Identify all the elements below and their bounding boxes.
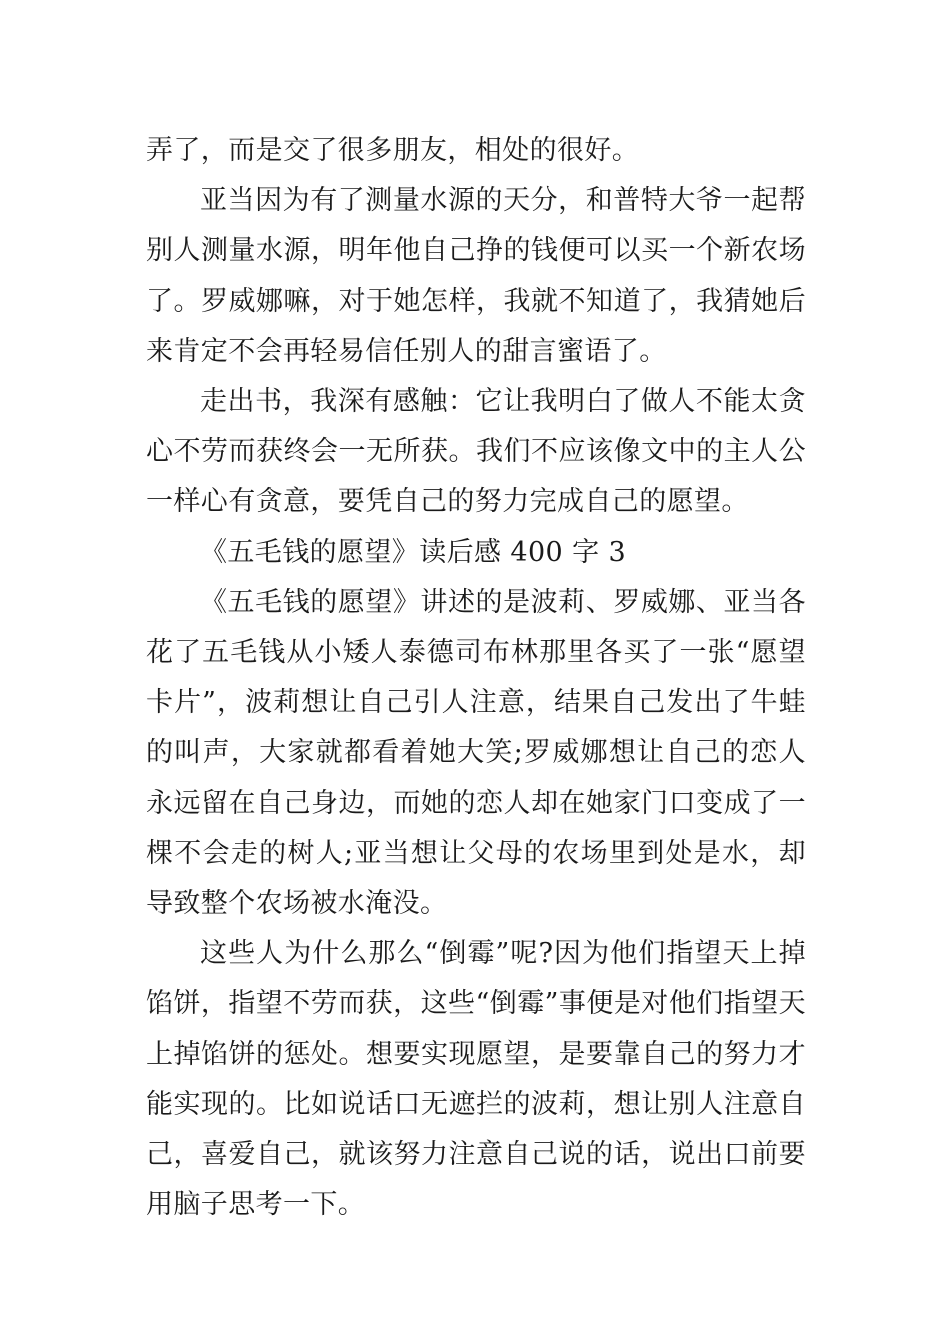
paragraph-summary: 《五毛钱的愿望》讲述的是波莉、罗威娜、亚当各花了五毛钱从小矮人泰德司布林那里各买了一张“愿望卡片”，波莉想让自己引人注意，结果自己发出了牛蛙的叫声，大家就都看着她大笑;罗威娜想让自己的恋人永远留在自己身边，而她的恋人却在她家门口变成了一棵不会走的树人;亚当想让父母的农场里到处是水，却导致整个农场被水淹没。 — [146, 586, 806, 920]
paragraph-continuation: 弄了，而是交了很多朋友，相处的很好。 — [146, 135, 640, 166]
paragraph-reflection: 走出书，我深有感触：它让我明白了做人不能太贪心不劳而获终会一无所获。我们不应该像文中的主人公一样心有贪意，要凭自己的努力完成自己的愿望。 — [146, 386, 806, 518]
document-body — [146, 126, 806, 1230]
paragraph-adam: 亚当因为有了测量水源的天分，和普特大爷一起帮别人测量水源，明年他自己挣的钱便可以买一个新农场了。罗威娜嘛，对于她怎样，我就不知道了，我猜她后来肯定不会再轻易信任别人的甜言蜜语了。 — [146, 185, 806, 367]
section-heading: 《五毛钱的愿望》读后感 400 字 3 — [200, 536, 627, 568]
paragraph-lesson: 这些人为什么那么“倒霉”呢?因为他们指望天上掉馅饼，指望不劳而获，这些“倒霉”事便是对他们指望天上掉馅饼的惩处。想要实现愿望，是要靠自己的努力才能实现的。比如说话口无遮拦的波莉，想让别人注意自己，喜爱自己，就该努力注意自己说的话，说出口前要用脑子思考一下。 — [146, 938, 806, 1221]
